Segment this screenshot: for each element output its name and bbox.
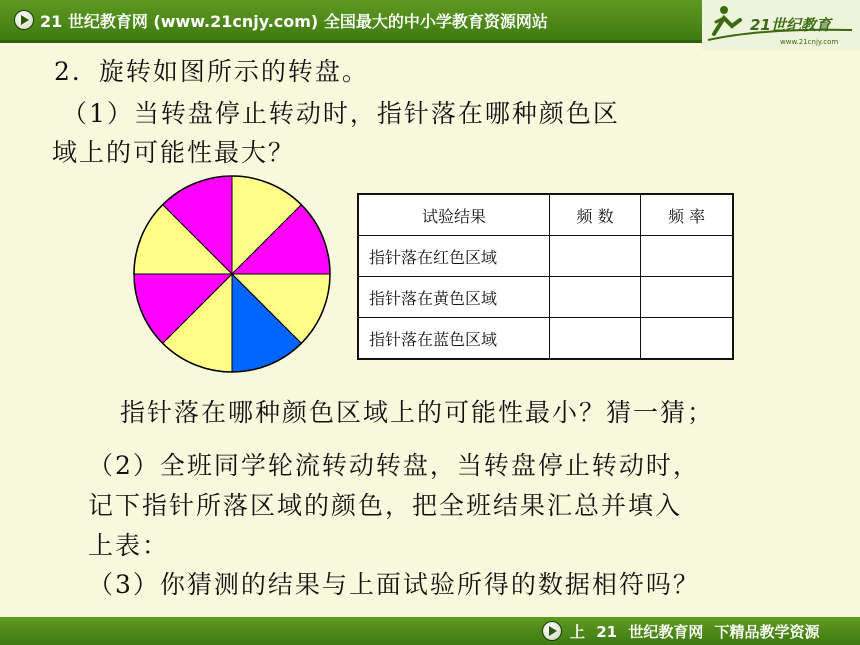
row-label-yellow: 指针落在黄色区域 <box>358 277 550 318</box>
question-2-line-2: 记下指针所落区域的颜色，把全班结果汇总并填入 <box>88 491 683 520</box>
play-icon[interactable] <box>542 621 562 641</box>
header-frequency: 频 数 <box>550 194 641 236</box>
cell-yellow-frequency[interactable] <box>550 277 641 318</box>
question-1-line-3: 指针落在哪种颜色区域上的可能性最小？猜一猜； <box>120 398 715 427</box>
bottom-banner <box>0 617 860 645</box>
play-icon[interactable] <box>14 10 34 30</box>
cell-red-rate[interactable] <box>641 236 733 277</box>
site-banner-text: 21 世纪教育网 (www.21cnjy.com) 全国最大的中小学教育资源网站 <box>40 12 548 31</box>
cell-blue-frequency[interactable] <box>550 318 641 360</box>
logo-url: www.21cnjy.com <box>780 38 839 46</box>
question-3-line-1: （3）你猜测的结果与上面试验所得的数据相符吗？ <box>88 570 700 599</box>
logo-text: 21世纪教育 <box>750 16 831 34</box>
header-result: 试验结果 <box>358 194 550 236</box>
table-header-row <box>358 194 733 236</box>
cell-red-frequency[interactable] <box>550 236 641 277</box>
cell-yellow-rate[interactable] <box>641 277 733 318</box>
problem-title: 2．旋转如图所示的转盘。 <box>54 57 369 86</box>
footer-text: 上 21 世纪教育网 下精品教学资源 <box>570 623 820 641</box>
cell-blue-rate[interactable] <box>641 318 733 360</box>
table-row <box>358 318 733 360</box>
site-logo <box>702 0 860 50</box>
question-2-line-1: （2）全班同学轮流转动转盘，当转盘停止转动时， <box>88 451 700 480</box>
spinner-wheel <box>130 172 334 376</box>
header-rate: 频 率 <box>641 194 733 236</box>
question-1-line-2: 域上的可能性最大？ <box>52 138 296 167</box>
row-label-blue: 指针落在蓝色区域 <box>358 318 550 360</box>
row-label-red: 指针落在红色区域 <box>358 236 550 277</box>
table-row <box>358 277 733 318</box>
frequency-table <box>357 193 734 360</box>
question-1-line-1: （1）当转盘停止转动时，指针落在哪种颜色区 <box>62 99 620 128</box>
table-row <box>358 236 733 277</box>
question-2-line-3: 上表： <box>88 531 170 560</box>
